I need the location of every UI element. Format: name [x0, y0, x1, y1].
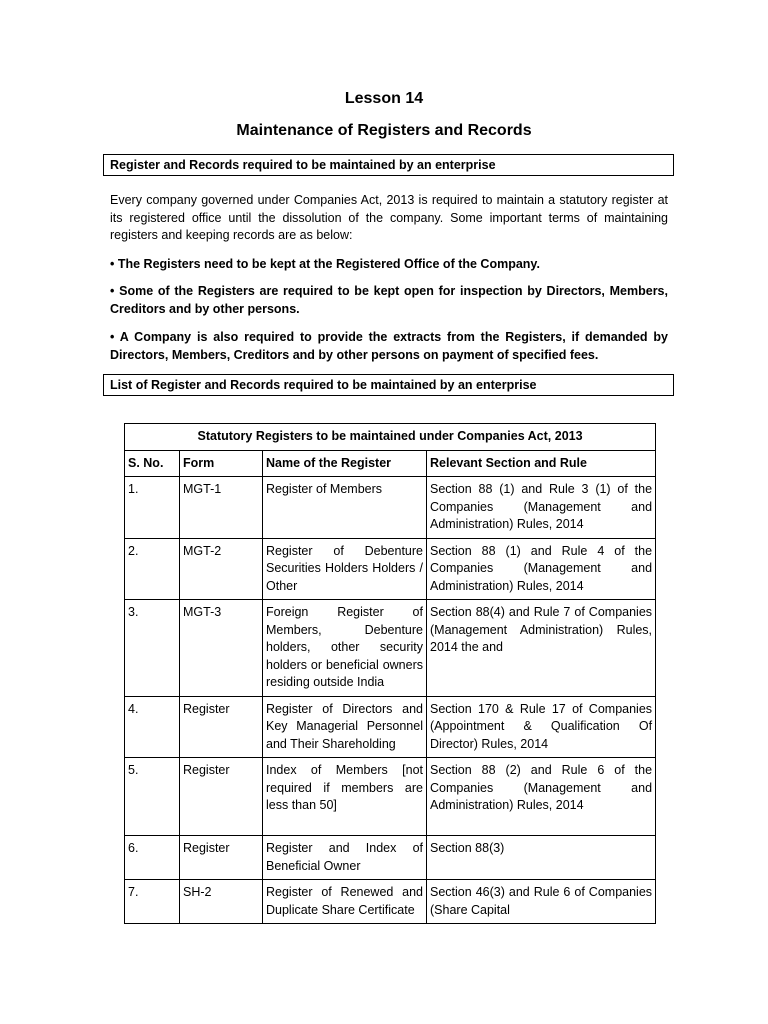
cell-form: MGT-2: [180, 538, 263, 600]
cell-section-rule: Section 170 & Rule 17 of Companies (Appointment & Qualification Of Director) Rules, 2014: [427, 696, 656, 758]
cell-register-name: Index of Members [not required if members are less than 50]: [263, 758, 427, 836]
cell-section-rule: Section 88 (1) and Rule 3 (1) of the Companies (Management and Administration) Rules, 2014: [427, 477, 656, 539]
header-form: Form: [180, 450, 263, 477]
header-sno: S. No.: [125, 450, 180, 477]
table-row: [125, 880, 656, 924]
lesson-number: Lesson 14: [344, 90, 424, 107]
table-row: [125, 538, 656, 600]
cell-sno: 5.: [125, 758, 180, 836]
table-row: [125, 600, 656, 697]
cell-sno: 6.: [125, 836, 180, 880]
cell-form: MGT-1: [180, 477, 263, 539]
cell-sno: 1.: [125, 477, 180, 539]
bullet-extracts: • A Company is also required to provide the extracts from the Registers, if demanded by Directors, Members, Creditors and by other persons on payment of specified fees.: [110, 330, 668, 362]
table-caption: Statutory Registers to be maintained under Companies Act, 2013: [125, 424, 656, 451]
statutory-registers-table: [124, 423, 656, 924]
cell-register-name: Register of Directors and Key Managerial Personnel and Their Shareholding: [263, 696, 427, 758]
cell-form: Register: [180, 696, 263, 758]
cell-register-name: Foreign Register of Members, Debenture holders, other security holders or beneficial owners residing outside India: [263, 600, 427, 697]
cell-sno: 7.: [125, 880, 180, 924]
section-heading-registers: Register and Records required to be maintained by an enterprise: [103, 154, 674, 176]
cell-form: MGT-3: [180, 600, 263, 697]
page-title: Maintenance of Registers and Records: [236, 122, 532, 139]
cell-section-rule: Section 88(3): [427, 836, 656, 880]
intro-paragraph: Every company governed under Companies Act, 2013 is required to maintain a statutory register at its registered office until the dissolution of the company. Some important terms of maintaining registers and keeping records are as below:: [110, 193, 668, 242]
cell-form: SH-2: [180, 880, 263, 924]
cell-form: Register: [180, 836, 263, 880]
cell-register-name: Register of Renewed and Duplicate Share Certificate: [263, 880, 427, 924]
bullet-registered-office: • The Registers need to be kept at the Registered Office of the Company.: [110, 257, 540, 271]
table-caption-row: [125, 424, 656, 451]
cell-sno: 2.: [125, 538, 180, 600]
cell-register-name: Register and Index of Beneficial Owner: [263, 836, 427, 880]
cell-section-rule: Section 88(4) and Rule 7 of Companies (Management Administration) Rules, 2014 the and: [427, 600, 656, 697]
header-section-rule: Relevant Section and Rule: [427, 450, 656, 477]
table-row: [125, 758, 656, 836]
cell-section-rule: Section 46(3) and Rule 6 of Companies (Share Capital: [427, 880, 656, 924]
cell-form: Register: [180, 758, 263, 836]
section-heading-list: List of Register and Records required to be maintained by an enterprise: [103, 374, 674, 396]
header-register-name: Name of the Register: [263, 450, 427, 477]
cell-section-rule: Section 88 (2) and Rule 6 of the Companies (Management and Administration) Rules, 2014: [427, 758, 656, 836]
cell-section-rule: Section 88 (1) and Rule 4 of the Companies (Management and Administration) Rules, 2014: [427, 538, 656, 600]
table-header-row: [125, 450, 656, 477]
bullet-inspection: • Some of the Registers are required to be kept open for inspection by Directors, Members, Creditors and by other persons.: [110, 284, 668, 316]
table-row: [125, 836, 656, 880]
cell-register-name: Register of Members: [263, 477, 427, 539]
cell-sno: 3.: [125, 600, 180, 697]
table-row: [125, 696, 656, 758]
cell-sno: 4.: [125, 696, 180, 758]
table-row: [125, 477, 656, 539]
cell-register-name: Register of Debenture Securities Holders Holders / Other: [263, 538, 427, 600]
